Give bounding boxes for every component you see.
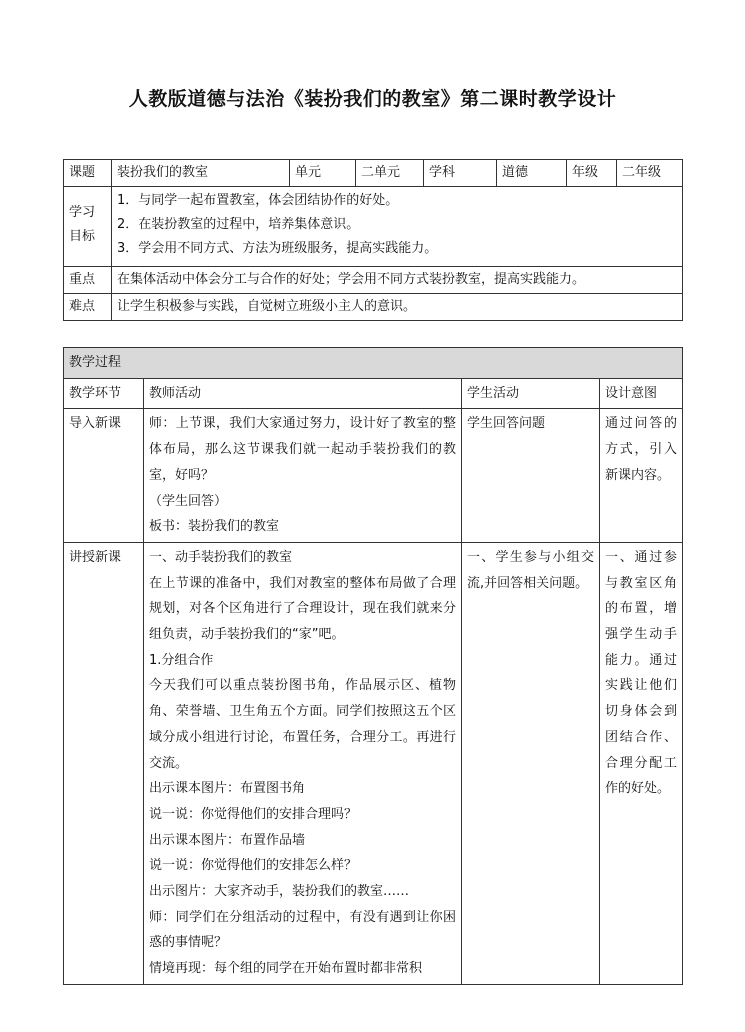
goals-label: 学习目标 [64,187,112,267]
teacher-line: 今天我们可以重点装扮图书角，作品展示区、植物角、荣誉墙、卫生角五个方面。同学们按照这五个区域分成小组进行讨论，布置任务，合理分工。再进行交流。 [149,678,456,771]
teacher-line: 出示课本图片：布置图书角 [149,781,306,797]
teacher-line: 出示课本图片：布置作品墙 [149,832,306,848]
unit-label: 单元 [290,160,356,187]
stage-intro: 导入新课 [64,409,144,543]
goal-item: 3．学会用不同方式、方法为班级服务，提高实践能力。 [117,241,438,256]
goals-cell [112,187,683,267]
teacher-line: 情境再现：每个组的同学在开始布置时都非常积 [149,961,423,977]
design-intent-new: 一、通过参与教室区角的布置，增强学生动手能力。通过实践让他们切身体会到团结合作、合理分配工作的好处。 [600,542,683,984]
teaching-process-table [63,347,683,985]
stage-new-lesson: 讲授新课 [64,542,144,984]
grade-value: 二年级 [617,160,683,187]
teacher-line: 说一说：你觉得他们的安排合理吗？ [149,806,358,822]
goal-item: 2．在装扮教室的过程中，培养集体意识。 [117,217,360,232]
header-stage: 教学环节 [64,378,144,409]
difficulty-label: 难点 [64,294,112,321]
section-title: 教学过程 [64,348,683,379]
key-label: 重点 [64,267,112,294]
goal-item: 1．与同学一起布置教室，体会团结协作的好处。 [117,193,399,208]
header-student: 学生活动 [462,378,600,409]
student-activity-new: 一、学生参与小组交流,并回答相关问题。 [462,542,600,984]
header-teacher: 教师活动 [144,378,462,409]
header-intent: 设计意图 [600,378,683,409]
teacher-activity-intro [144,409,462,543]
subject-label: 学科 [424,160,497,187]
document-title: 人教版道德与法治《装扮我们的教室》第二课时教学设计 [128,88,617,110]
design-intent-intro: 通过问答的方式，引入新课内容。 [600,409,683,543]
subject-value: 道德 [497,160,567,187]
teacher-line: 在上节课的准备中，我们对教室的整体布局做了合理规划，对各个区角进行了合理设计，现在我们就来分组负责，动手装扮我们的“家”吧。 [149,575,456,643]
student-activity-intro: 学生回答问题 [462,409,600,543]
teacher-line: 师：上节课，我们大家通过努力，设计好了教室的整体布局，那么这节课我们就一起动手装扮我们的教室，好吗？ [149,416,456,483]
teacher-line: 1.分组合作 [149,652,214,668]
teacher-activity-new [144,542,462,984]
key-value: 在集体活动中体会分工与合作的好处；学会用不同方式装扮教室，提高实践能力。 [112,267,683,294]
topic-label: 课题 [64,160,112,187]
basic-info-table [63,159,683,321]
teacher-line: （学生回答） [149,493,228,509]
unit-value: 二单元 [356,160,424,187]
difficulty-value: 让学生积极参与实践，自觉树立班级小主人的意识。 [112,294,683,321]
teacher-line: 师：同学们在分组活动的过程中，有没有遇到让你困惑的事情呢？ [149,909,456,951]
grade-label: 年级 [567,160,617,187]
teacher-line: 一、动手装扮我们的教室 [149,549,293,565]
topic-value: 装扮我们的教室 [112,160,290,187]
teacher-line: 出示图片：大家齐动手，装扮我们的教室…… [149,884,410,900]
teacher-line: 板书：装扮我们的教室 [149,519,280,535]
teacher-line: 说一说：你觉得他们的安排怎么样？ [149,858,358,874]
